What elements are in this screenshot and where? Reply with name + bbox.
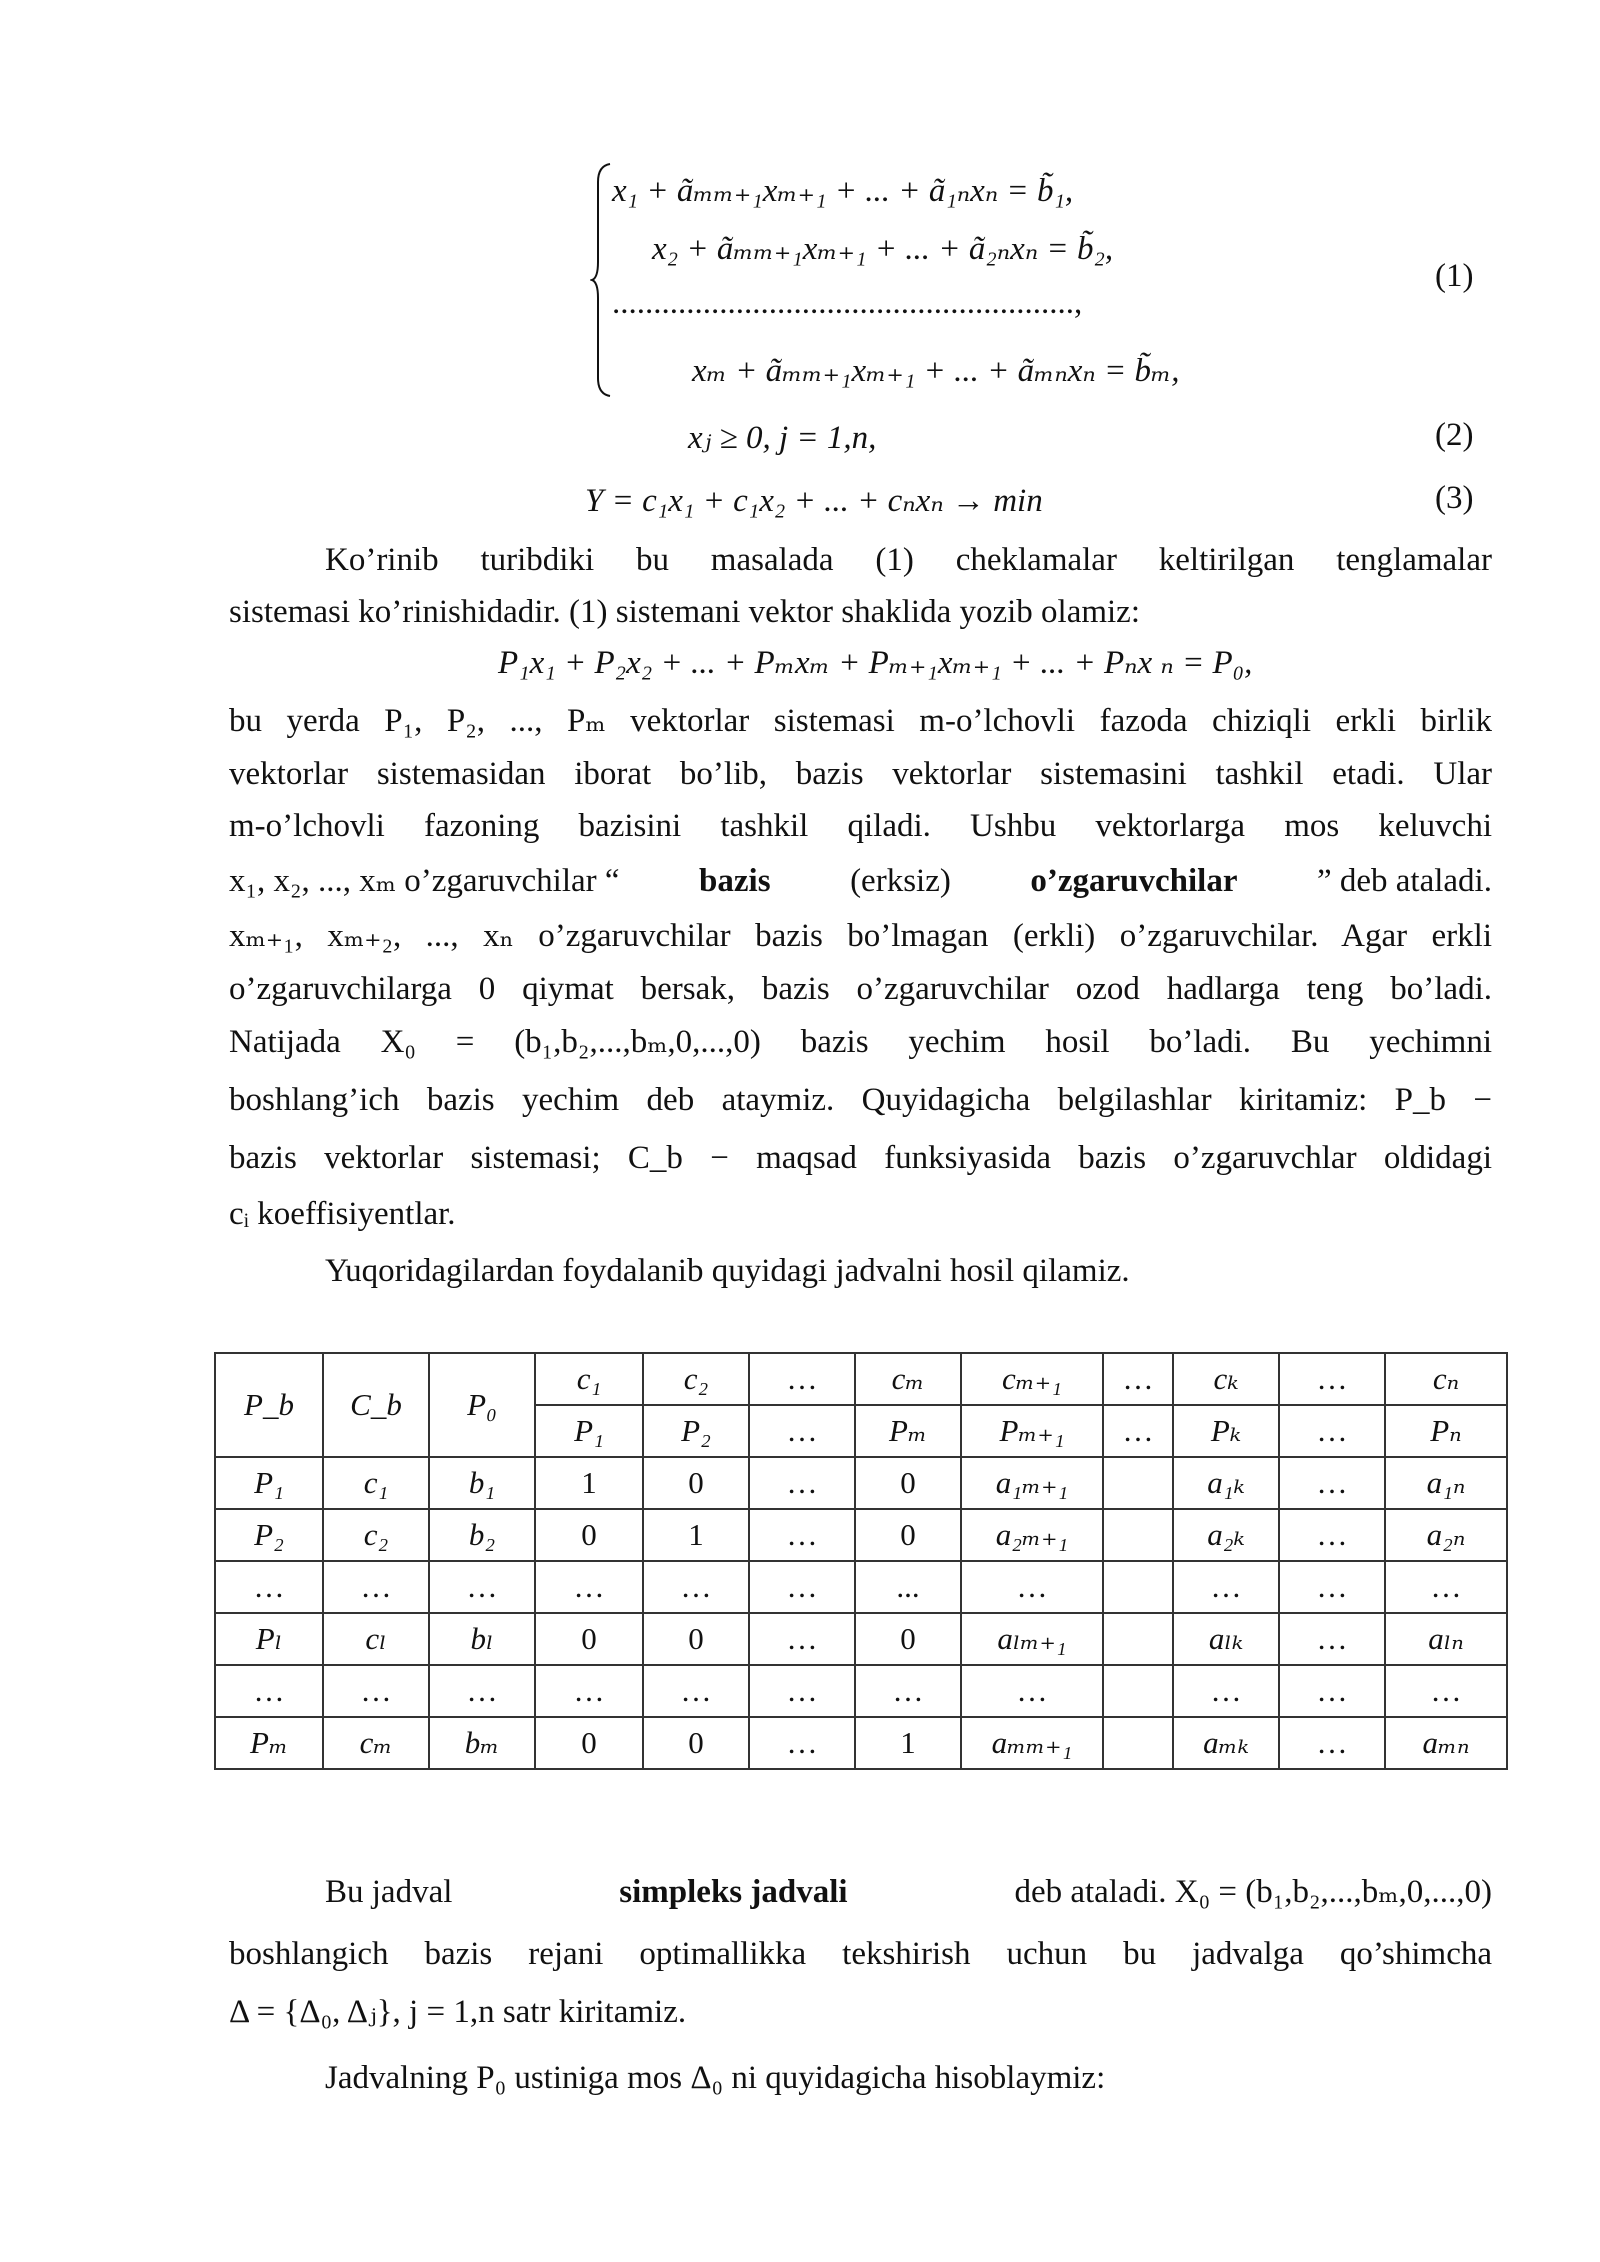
table-cell: … [429, 1665, 535, 1717]
table-cell [1103, 1457, 1173, 1509]
table-cell: … [1279, 1613, 1385, 1665]
table-cell: aₗₙ [1385, 1613, 1507, 1665]
header-cost-cell: … [749, 1353, 855, 1405]
paragraph-2-line-4 [229, 855, 1492, 907]
table-cell: 1 [643, 1509, 749, 1561]
header-cost-cell: cₘ₊₁ [961, 1353, 1103, 1405]
header-cost-cell: c₁ [535, 1353, 643, 1405]
table-cell: Pₘ [215, 1717, 323, 1769]
table-cell: a₂ₖ [1173, 1509, 1279, 1561]
table-cell: aₘₘ₊₁ [961, 1717, 1103, 1769]
table-cell: … [323, 1665, 429, 1717]
paragraph-4-line-2: boshlangich bazis rejani optimallikka tekshirish uchun bu jadvalga qo’shimcha [229, 1936, 1492, 1972]
nonnegativity-condition: xⱼ ≥ 0, j = 1,n, [688, 420, 877, 456]
table-row [215, 1457, 1507, 1509]
header-cost-cell: … [1279, 1353, 1385, 1405]
table-cell: bₗ [429, 1613, 535, 1665]
header-cost-cell: cₘ [855, 1353, 961, 1405]
table-cell: 0 [643, 1457, 749, 1509]
header-cost-cell: … [1103, 1353, 1173, 1405]
table-row [215, 1509, 1507, 1561]
header-vector-cell: Pₖ [1173, 1405, 1279, 1457]
table-cell: … [323, 1561, 429, 1613]
paragraph-1-line-2: sistemasi ko’rinishidadir. (1) sistemani vektor shaklida yozib olamiz: [229, 594, 1140, 630]
header-cost-cell: cₙ [1385, 1353, 1507, 1405]
header-vector-cell: … [749, 1405, 855, 1457]
header-p0: P₀ [429, 1353, 535, 1457]
table-cell: … [749, 1665, 855, 1717]
table-cell: … [1279, 1509, 1385, 1561]
table-row [215, 1665, 1507, 1717]
simplex-table [214, 1352, 1508, 1770]
table-cell: … [215, 1561, 323, 1613]
table-cell: a₁ₘ₊₁ [961, 1457, 1103, 1509]
table-cell: P₂ [215, 1509, 323, 1561]
table-row [215, 1561, 1507, 1613]
header-vector-cell: … [1279, 1405, 1385, 1457]
header-vector-cell: Pₙ [1385, 1405, 1507, 1457]
table-cell: … [1279, 1561, 1385, 1613]
paragraph-2-line-5: xₘ₊₁, xₘ₊₂, ..., xₙ o’zgaruvchilar bazis bo’lmagan (erkli) o’zgaruvchilar. Agar erkli [229, 918, 1492, 954]
table-cell: … [961, 1665, 1103, 1717]
table-cell: … [1279, 1457, 1385, 1509]
table-cell: 0 [855, 1509, 961, 1561]
table-cell: 0 [535, 1509, 643, 1561]
paragraph-2-line-8: boshlang’ich bazis yechim deb ataymiz. Quyidagicha belgilashlar kiritamiz: P_b − [229, 1082, 1492, 1118]
table-cell: b₂ [429, 1509, 535, 1561]
table-cell: … [961, 1561, 1103, 1613]
objective-function: Y = c₁x₁ + c₁x₂ + ... + cₙxₙ → min [585, 483, 1043, 519]
table-cell: P₁ [215, 1457, 323, 1509]
header-vector-cell: Pₘ₊₁ [961, 1405, 1103, 1457]
paragraph-2-line-7: Natijada X₀ = (b₁,b₂,...,bₘ,0,...,0) bazis yechim hosil bo’ladi. Bu yechimni [229, 1024, 1492, 1060]
line-1-part-a: Bu jadval [325, 1874, 453, 1910]
table-cell: aₗₘ₊₁ [961, 1613, 1103, 1665]
table-cell: Pₗ [215, 1613, 323, 1665]
paragraph-2-line-2: vektorlar sistemasidan iborat bo’lib, bazis vektorlar sistemasini tashkil etadi. Ular [229, 756, 1492, 792]
table-cell: 0 [535, 1717, 643, 1769]
table-cell: cₗ [323, 1613, 429, 1665]
line-1-part-b: deb ataladi. X₀ = (b₁,b₂,...,bₘ,0,...,0) [1014, 1874, 1492, 1910]
table-cell: … [749, 1717, 855, 1769]
paragraph-2-line-6: o’zgaruvchilarga 0 qiymat bersak, bazis o’zgaruvchilar ozod hadlarga teng bo’ladi. [229, 971, 1492, 1007]
table-cell: a₂ₙ [1385, 1509, 1507, 1561]
system-row-m: xₘ + ãₘₘ₊₁xₘ₊₁ + ... + ãₘₙxₙ = b̃ₘ, [692, 353, 1180, 389]
system-dots-row: ........................................................, [612, 285, 1083, 321]
bold-simpleks-jadvali: simpleks jadvali [619, 1874, 848, 1910]
paragraph-2-line-9: bazis vektorlar sistemasi; C_b − maqsad funksiyasida bazis o’zgaruvchlar oldidagi [229, 1140, 1492, 1176]
table-cell: … [1279, 1665, 1385, 1717]
table-cell: … [1385, 1665, 1507, 1717]
table-cell: … [643, 1665, 749, 1717]
bold-ozgaruvchilar: o’zgaruvchilar [1030, 863, 1238, 899]
equation-number-3: (3) [1435, 480, 1474, 516]
table-header-row-costs [215, 1353, 1507, 1405]
paragraph-1-line-1: Ko’rinib turibdiki bu masalada (1) cheklamalar keltirilgan tenglamalar [325, 542, 1492, 578]
table-row [215, 1613, 1507, 1665]
table-cell: … [1279, 1717, 1385, 1769]
table-cell: … [215, 1665, 323, 1717]
table-cell: ... [855, 1561, 961, 1613]
paragraph-2-line-10: cᵢ koeffisiyentlar. [229, 1196, 456, 1232]
paragraph-4-line-1 [325, 1866, 1492, 1918]
table-cell: c₁ [323, 1457, 429, 1509]
table-cell: 0 [535, 1613, 643, 1665]
table-cell: 0 [855, 1613, 961, 1665]
paragraph-3: Yuqoridagilardan foydalanib quyidagi jadvalni hosil qilamiz. [325, 1253, 1130, 1289]
table-body [215, 1457, 1507, 1769]
table-cell [1103, 1613, 1173, 1665]
equation-number-2: (2) [1435, 417, 1474, 453]
table-cell: … [749, 1561, 855, 1613]
table-cell: a₁ₙ [1385, 1457, 1507, 1509]
vector-equation: P₁x₁ + P₂x₂ + ... + Pₘxₘ + Pₘ₊₁xₘ₊₁ + ... + Pₙx ₙ = P₀, [498, 645, 1253, 681]
table-cell: 0 [643, 1717, 749, 1769]
table-cell: … [535, 1665, 643, 1717]
bold-bazis: bazis [699, 863, 771, 899]
paragraph-2-line-1: bu yerda P₁, P₂, ..., Pₘ vektorlar sistemasi m-o’lchovli fazoda chiziqli erkli birlik [229, 703, 1492, 739]
system-row-2: x₂ + ãₘₘ₊₁xₘ₊₁ + ... + ã₂ₙxₙ = b̃₂, [652, 231, 1114, 267]
paragraph-5: Jadvalning P₀ ustiniga mos Δ₀ ni quyidagicha hisoblaymiz: [325, 2060, 1106, 2096]
header-pb: P_b [215, 1353, 323, 1457]
table-cell: … [1385, 1561, 1507, 1613]
table-cell: … [855, 1665, 961, 1717]
paragraph-4-line-3: Δ = {Δ₀, Δⱼ}, j = 1,n satr kiritamiz. [229, 1994, 687, 2030]
paragraph-2-line-3: m-o’lchovli fazoning bazisini tashkil qiladi. Ushbu vektorlarga mos keluvchi [229, 808, 1492, 844]
line-4-part-a: x₁, x₂, ..., xₘ o’zgaruvchilar “ [229, 863, 620, 899]
table-cell: … [749, 1457, 855, 1509]
table-cell: c₂ [323, 1509, 429, 1561]
system-row-1: x₁ + ãₘₘ₊₁xₘ₊₁ + ... + ã₁ₙxₙ = b̃₁, [612, 173, 1074, 209]
table-cell: 0 [855, 1457, 961, 1509]
header-vector-cell: … [1103, 1405, 1173, 1457]
header-cost-cell: cₖ [1173, 1353, 1279, 1405]
table-cell [1103, 1561, 1173, 1613]
left-brace [590, 162, 612, 398]
table-cell: 0 [643, 1613, 749, 1665]
table-cell: aₗₖ [1173, 1613, 1279, 1665]
table-cell: … [429, 1561, 535, 1613]
table-cell: 1 [855, 1717, 961, 1769]
table-row [215, 1717, 1507, 1769]
table-cell: 1 [535, 1457, 643, 1509]
table-cell: … [643, 1561, 749, 1613]
table-cell: bₘ [429, 1717, 535, 1769]
header-vector-cell: Pₘ [855, 1405, 961, 1457]
header-vector-cell: P₂ [643, 1405, 749, 1457]
header-cb: C_b [323, 1353, 429, 1457]
table-cell: … [749, 1613, 855, 1665]
table-cell: … [1173, 1665, 1279, 1717]
table-cell [1103, 1665, 1173, 1717]
table-cell: b₁ [429, 1457, 535, 1509]
equation-number-1: (1) [1435, 258, 1474, 294]
table-cell: aₘₙ [1385, 1717, 1507, 1769]
header-vector-cell: P₁ [535, 1405, 643, 1457]
header-cost-cell: c₂ [643, 1353, 749, 1405]
table-cell: … [1173, 1561, 1279, 1613]
table-cell: … [535, 1561, 643, 1613]
table-cell: … [749, 1509, 855, 1561]
table-cell: cₘ [323, 1717, 429, 1769]
table-cell: a₁ₖ [1173, 1457, 1279, 1509]
table-cell: aₘₖ [1173, 1717, 1279, 1769]
table-cell [1103, 1717, 1173, 1769]
line-4-part-c: ” deb ataladi. [1316, 863, 1492, 899]
table-cell [1103, 1509, 1173, 1561]
line-4-part-b: (erksiz) [850, 863, 951, 899]
table-cell: a₂ₘ₊₁ [961, 1509, 1103, 1561]
